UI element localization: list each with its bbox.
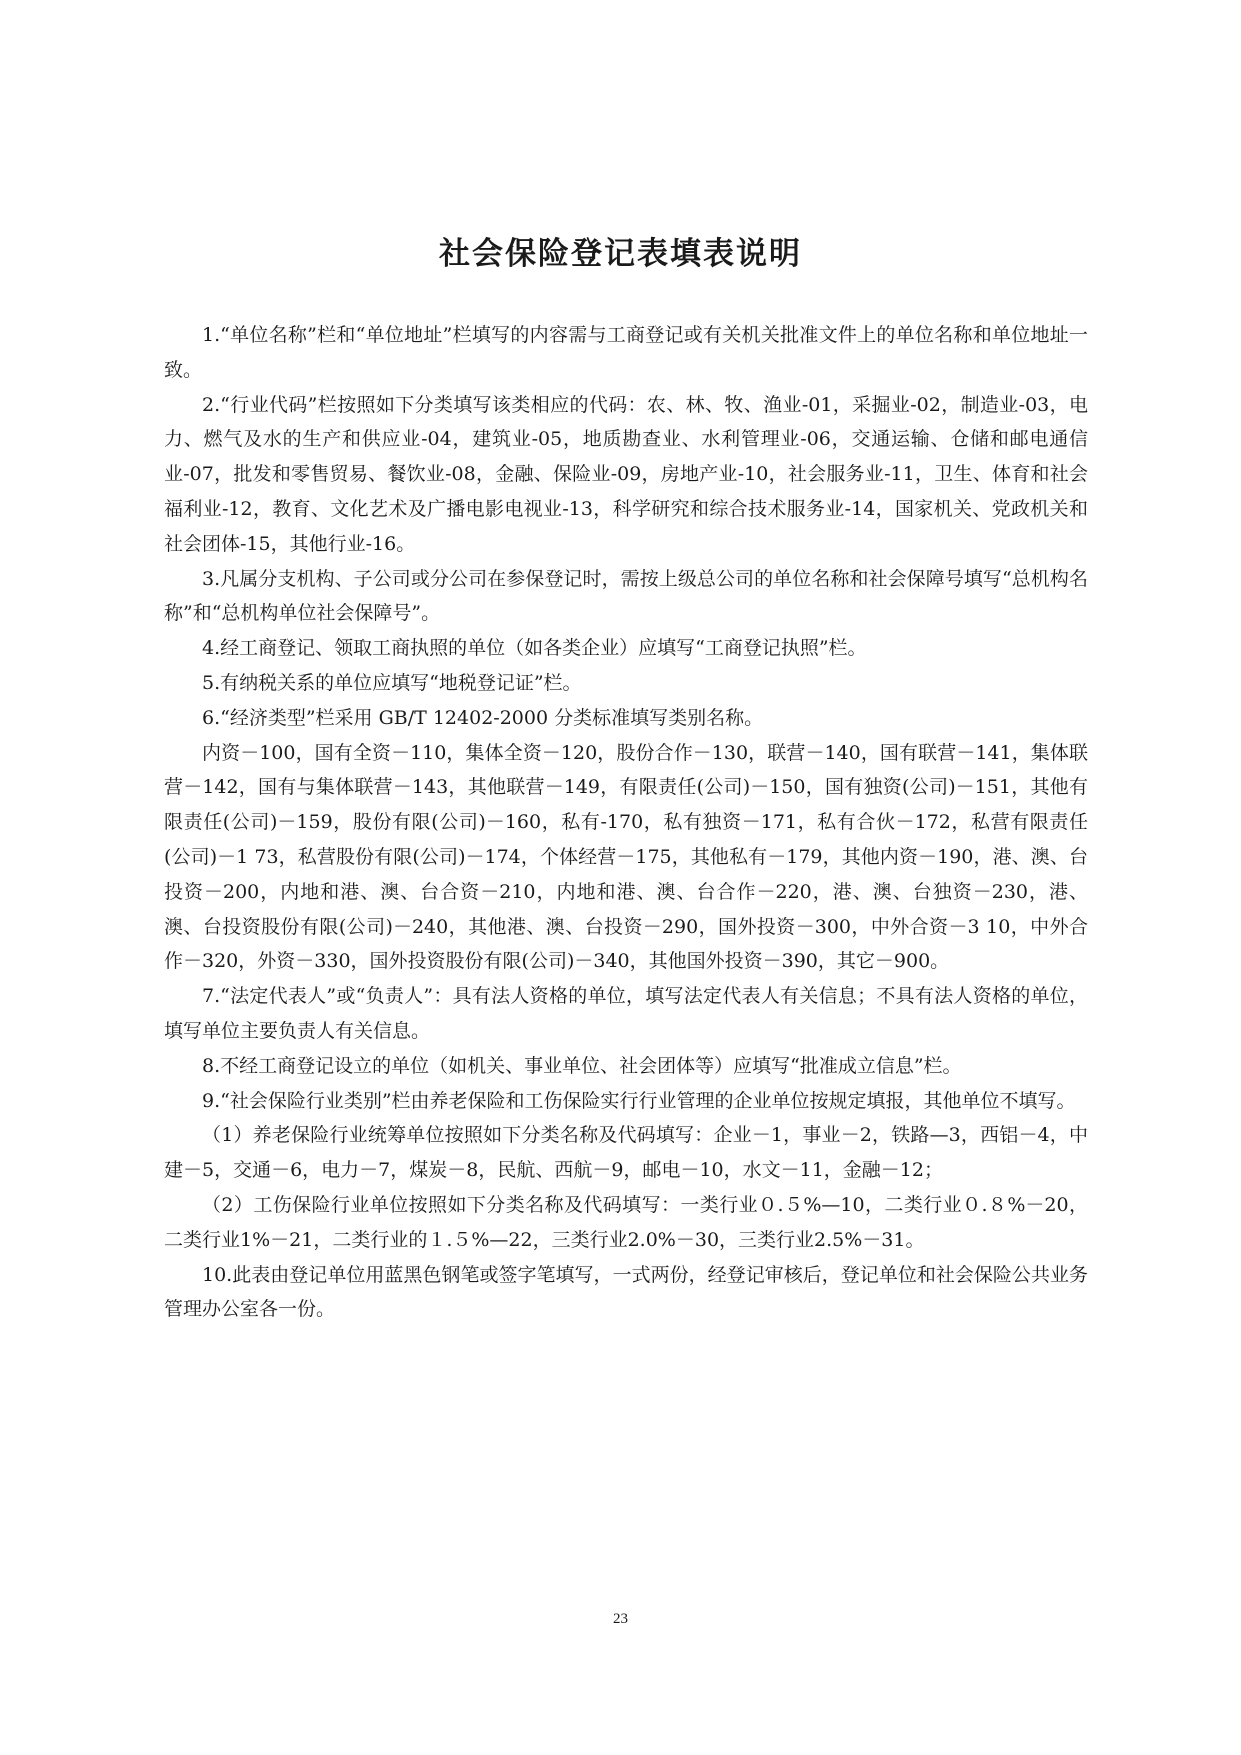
paragraph-10: 10.此表由登记单位用蓝黑色钢笔或签字笔填写，一式两份，经登记审核后，登记单位和社会保险公共业务管理办公室各一份。 — [164, 1263, 1088, 1321]
instructions-body — [164, 318, 1088, 1327]
paragraph-4: 4.经工商登记、领取工商执照的单位（如各类企业）应填写“工商登记执照”栏。 — [202, 637, 867, 660]
paragraph-7: 7.“法定代表人”或“负责人”：具有法人资格的单位，填写法定代表人有关信息；不具有法人资格的单位，填写单位主要负责人有关信息。 — [164, 985, 1088, 1042]
paragraph-3: 3.凡属分支机构、子公司或分公司在参保登记时，需按上级总公司的单位名称和社会保障号填写“总机构名称”和“总机构单位社会保障号”。 — [164, 567, 1088, 625]
paragraph-8: 8.不经工商登记设立的单位（如机关、事业单位、社会团体等）应填写“批准成立信息”栏。 — [202, 1054, 962, 1077]
paragraph-5: 5.有纳税关系的单位应填写“地税登记证”栏。 — [202, 671, 582, 694]
injury-insurance-codes: （2）工伤保险行业单位按照如下分类名称及代码填写：一类行业０.５%—10，二类行业０.８%－20，二类行业1%－21，二类行业的１.５%—22，三类行业2.0%－30，三类行业2.5%－31。 — [164, 1193, 1088, 1251]
economic-type-codes: 内资－100，国有全资－110，集体全资－120，股份合作－130，联营－140，国有联营－141，集体联营－142，国有与集体联营－143，其他联营－149，有限责任(公司)－150，国有独资(公司)－151，其他有限责任(公司)－159，股份有限(公司)－160，私有-170，私有独资－171，私有合伙－172，私营有限责任(公司)－1 73，私营股份有限(公司)－174，个体经营－175，其他私有－179，其他内资－190，港、澳、台投资－200，内地和港、澳、台合资－210，内地和港、澳、台合作－220，港、澳、台独资－230，港、澳、台投资股份有限(公司)－240，其他港、澳、台投资－290，国外投资－300，中外合资－3 10，中外合作－320，外资－330，国外投资股份有限(公司)－340，其他国外投资－390，其它－900。 — [164, 741, 1088, 973]
paragraph-9: 9.“社会保险行业类别”栏由养老保险和工伤保险实行行业管理的企业单位按规定填报，其他单位不填写。 — [202, 1089, 1076, 1112]
paragraph-2: 2.“行业代码”栏按照如下分类填写该类相应的代码：农、林、牧、渔业-01，采掘业-02，制造业-03，电力、燃气及水的生产和供应业-04，建筑业-05，地质勘查业、水利管理业-06，交通运输、仓储和邮电通信业-07，批发和零售贸易、餐饮业-08，金融、保险业-09，房地产业-10，社会服务业-11，卫生、体育和社会福利业-12，教育、文化艺术及广播电影电视业-13，科学研究和综合技术服务业-14，国家机关、党政机关和社会团体-15，其他行业-16。 — [164, 393, 1088, 555]
pension-industry-codes: （1）养老保险行业统筹单位按照如下分类名称及代码填写：企业－1，事业－2，铁路—3，西铝－4，中建－5，交通－6，电力－7，煤炭－8，民航、西航－9，邮电－10，水文－11，金融－12； — [164, 1124, 1088, 1182]
paragraph-1: 1.“单位名称”栏和“单位地址”栏填写的内容需与工商登记或有关机关批准文件上的单位名称和单位地址一致。 — [164, 324, 1088, 381]
page-number: 23 — [613, 1611, 628, 1627]
paragraph-6: 6.“经济类型”栏采用 GB/T 12402-2000 分类标准填写类别名称。 — [202, 706, 764, 729]
page-title: 社会保险登记表填表说明 — [439, 236, 802, 272]
